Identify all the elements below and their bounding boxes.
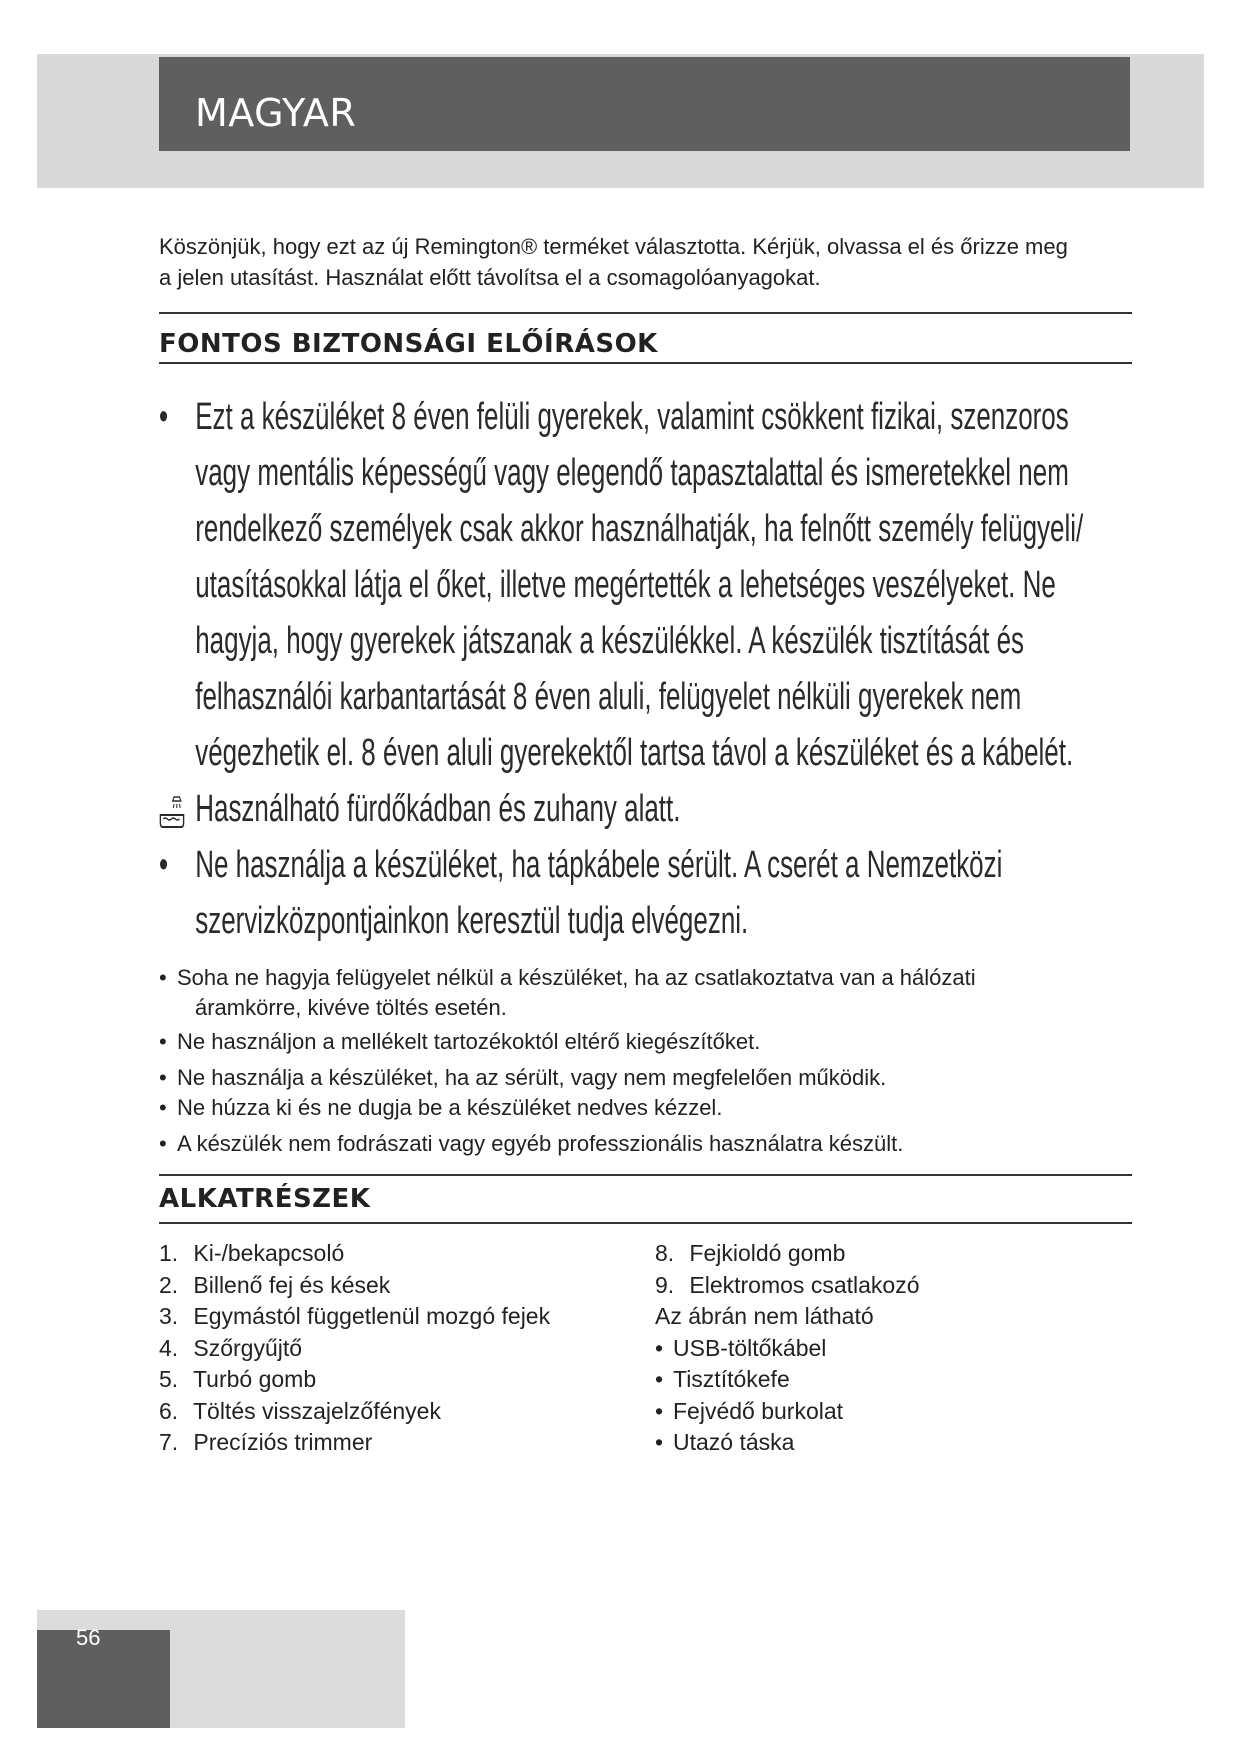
parts-number: 7. [159,1429,179,1455]
not-shown-item [655,1427,919,1459]
divider [159,362,1132,364]
parts-label: Töltés visszajelzőfények [192,1397,441,1424]
parts-item [159,1270,550,1302]
intro-paragraph [159,231,1109,293]
section-title-safety: FONTOS BIZTONSÁGI ELŐÍRÁSOK [159,329,658,359]
bullet: • [159,1065,167,1090]
bullet: • [655,1397,664,1424]
list-item [159,963,1059,1023]
list-item-line: vagy mentális képességű vagy elegendő tapasztalattal és ismeretekkel nem [195,452,1069,494]
list-item-line: Ne használja a készüléket, ha tápkábele sérült. A cserét a Nemzetközi [195,844,1003,886]
not-shown-item [655,1396,919,1428]
parts-label: Egymástól függetlenül mozgó fejek [193,1303,551,1329]
bullet: • [159,1131,167,1156]
list-item-line: végezhetik el. 8 éven aluli gyerekektől tartsa távol a készüléket és a kábelét. [195,732,1074,774]
parts-number: 1. [159,1240,179,1266]
footer-box [37,1630,170,1728]
list-item-line: Ne húzza ki és ne dugja be a készüléket nedves kézzel. [177,1095,723,1120]
list-item [159,1027,1059,1057]
parts-list-left [159,1238,550,1459]
parts-number: 6. [159,1397,179,1424]
bullet: • [655,1366,664,1392]
list-item [159,837,1139,949]
safety-small-list [159,963,1059,1159]
parts-number: 8. [655,1240,675,1266]
list-item [159,1129,1059,1159]
list-item-line: rendelkező személyek csak akkor használhatják, ha felnőtt személy felügyeli/ [195,508,1084,550]
bullet: • [159,965,167,990]
parts-label: Billenő fej és kések [193,1271,391,1298]
list-item [159,1063,1059,1093]
list-item [159,781,1139,837]
parts-item [159,1396,550,1428]
parts-item [159,1427,550,1459]
list-item-line: A készülék nem fodrászati vagy egyéb professzionális használatra készült. [177,1131,904,1156]
list-item-line: áramkörre, kivéve töltés esetén. [195,995,507,1020]
list-item-line: hagyja, hogy gyerekek játszanak a készülékkel. A készülék tisztítását és [195,620,1025,662]
page-title: MAGYAR [195,91,357,135]
not-shown-label: Fejvédő burkolat [673,1397,844,1424]
parts-label: Szőrgyűjtő [193,1334,303,1361]
intro-line: Köszönjük, hogy ezt az új Remington® terméket választotta. Kérjük, olvassa el és őrizze meg [159,234,1068,259]
not-shown-title: Az ábrán nem látható [655,1303,874,1329]
list-item-line: Ezt a készüléket 8 éven felüli gyerekek, valamint csökkent fizikai, szenzoros [195,396,1069,438]
bullet: • [159,1029,167,1054]
parts-label: Precíziós trimmer [193,1429,373,1455]
list-item-line: Soha ne hagyja felügyelet nélkül a készüléket, ha az csatlakoztatva van a hálózati [177,965,976,990]
divider [159,312,1132,314]
list-item-line: szervizközpontjainkon keresztül tudja elvégezni. [195,900,749,942]
parts-label: Ki-/bekapcsoló [193,1240,345,1266]
parts-number: 3. [159,1303,179,1329]
section-title-parts: ALKATRÉSZEK [159,1184,371,1214]
bullet: • [159,844,169,886]
bullet: • [655,1334,664,1361]
parts-list-right [655,1238,919,1459]
parts-item [159,1364,550,1396]
not-shown-item [655,1364,919,1396]
parts-label: Elektromos csatlakozó [689,1271,920,1298]
not-shown-label: USB-töltőkábel [673,1334,827,1361]
bullet: • [655,1429,664,1455]
parts-item [159,1301,550,1333]
parts-number: 9. [655,1271,675,1298]
parts-item [655,1238,919,1270]
parts-label: Fejkioldó gomb [689,1240,846,1266]
list-item [159,1093,1059,1123]
parts-label: Turbó gomb [192,1366,317,1392]
list-item [159,389,1139,781]
list-item-line: Ne használjon a mellékelt tartozékoktól eltérő kiegészítőket. [177,1029,761,1054]
parts-number: 5. [159,1366,179,1392]
parts-number: 2. [159,1271,179,1298]
bullet: • [159,396,169,438]
list-item-line: felhasználói karbantartását 8 éven aluli, felügyelet nélküli gyerekek nem [195,676,1022,718]
parts-item [655,1270,919,1302]
safety-large-list [159,389,1139,949]
intro-line: a jelen utasítást. Használat előtt távolítsa el a csomagolóanyagokat. [159,265,821,290]
parts-item [159,1333,550,1365]
not-shown-label: Utazó táska [673,1429,795,1455]
not-shown-label: Tisztítókefe [673,1366,790,1392]
list-item-line: Ne használja a készüléket, ha az sérült, vagy nem megfelelően működik. [177,1065,887,1090]
bullet: • [159,1095,167,1120]
parts-number: 4. [159,1334,179,1361]
page-number: 56 [76,1625,101,1650]
divider [159,1222,1132,1224]
parts-item [159,1238,550,1270]
not-shown-item [655,1333,919,1365]
divider [159,1174,1132,1176]
list-item-line: Használható fürdőkádban és zuhany alatt. [195,788,681,830]
list-item-line: utasításokkal látja el őket, illetve megértették a lehetséges veszélyeket. Ne [195,564,1056,606]
